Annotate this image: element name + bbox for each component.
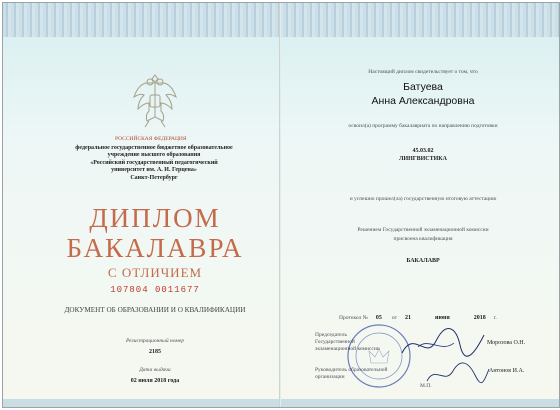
attestation-text: и успешно прошел(ла) государственную итоговую аттестацию — [349, 196, 497, 202]
graduate-given-names: Анна Александровна — [371, 95, 475, 107]
country-label: РОССИЙСКАЯ ФЕДЕРАЦИЯ — [115, 136, 187, 142]
diploma-title-line2: БАКАЛАВРА — [66, 233, 244, 263]
protocol-from: от — [391, 315, 398, 321]
institution-line: федеральное государственное бюджетное образовательное — [75, 145, 233, 151]
decorative-bottom-band — [3, 399, 559, 407]
institution-line: учреждение высшего образования — [107, 152, 201, 159]
program-name: ЛИНГВИСТИКА — [399, 156, 447, 162]
issue-date-label: Дата выдачи — [139, 367, 171, 373]
registration-number: 2185 — [149, 349, 161, 355]
institution-line: «Российский государственный педагогический — [90, 159, 218, 166]
program-code: 45.03.02 — [412, 148, 434, 154]
institution-line: университет им. А. И. Герцена» — [111, 167, 197, 174]
institution-block — [29, 145, 279, 182]
protocol-label: Протокол № — [339, 315, 368, 321]
graduate-surname: Батуева — [403, 81, 443, 93]
diploma-document — [2, 2, 560, 408]
protocol-month: июня — [435, 315, 450, 321]
decision-text-line1: Решением Государственной экзаменационной комиссии — [357, 227, 489, 233]
seal-place-label: М.П. — [420, 383, 432, 389]
decorative-top-band — [3, 3, 559, 37]
protocol-year: 2018 — [473, 315, 486, 321]
protocol-year-suffix: г. — [493, 315, 497, 321]
serial-number: 107804 0011677 — [110, 285, 200, 295]
diploma-title-line1: ДИПЛОМ — [89, 203, 221, 233]
issue-date-value: 02 июля 2018 года — [130, 378, 180, 384]
coat-of-arms-emblem — [130, 69, 180, 131]
chair-name: Морозова О.Н. — [487, 340, 526, 346]
qualification-value: БАКАЛАВР — [406, 258, 440, 264]
honors-label: С ОТЛИЧИЕМ — [107, 265, 203, 280]
registration-label: Регистрационный номер — [126, 338, 184, 344]
page-fold — [279, 3, 281, 407]
program-text: освоил(а) программу бакалавриата по направлению подготовки — [348, 123, 498, 129]
head-name: Антонов И.А. — [489, 368, 525, 374]
chair-label-line: Государственной — [315, 339, 355, 345]
decision-text-line2: присвоена квалификация — [393, 236, 453, 242]
head-label-line: организации — [315, 374, 345, 380]
chair-label-line: экзаменационной комиссии — [315, 346, 380, 352]
head-label-line: Руководитель образовательной — [315, 367, 388, 373]
document-caption: ДОКУМЕНТ ОБ ОБРАЗОВАНИИ И О КВАЛИФИКАЦИИ — [64, 306, 246, 314]
institution-line: Санкт-Петербург — [130, 174, 178, 181]
protocol-day: 21 — [405, 315, 412, 321]
chair-label-line: Председатель — [315, 332, 347, 338]
head-signature — [423, 359, 493, 389]
intro-text: Настоящий диплом свидетельствует о том, что — [368, 69, 478, 75]
protocol-number: 05 — [375, 315, 382, 321]
